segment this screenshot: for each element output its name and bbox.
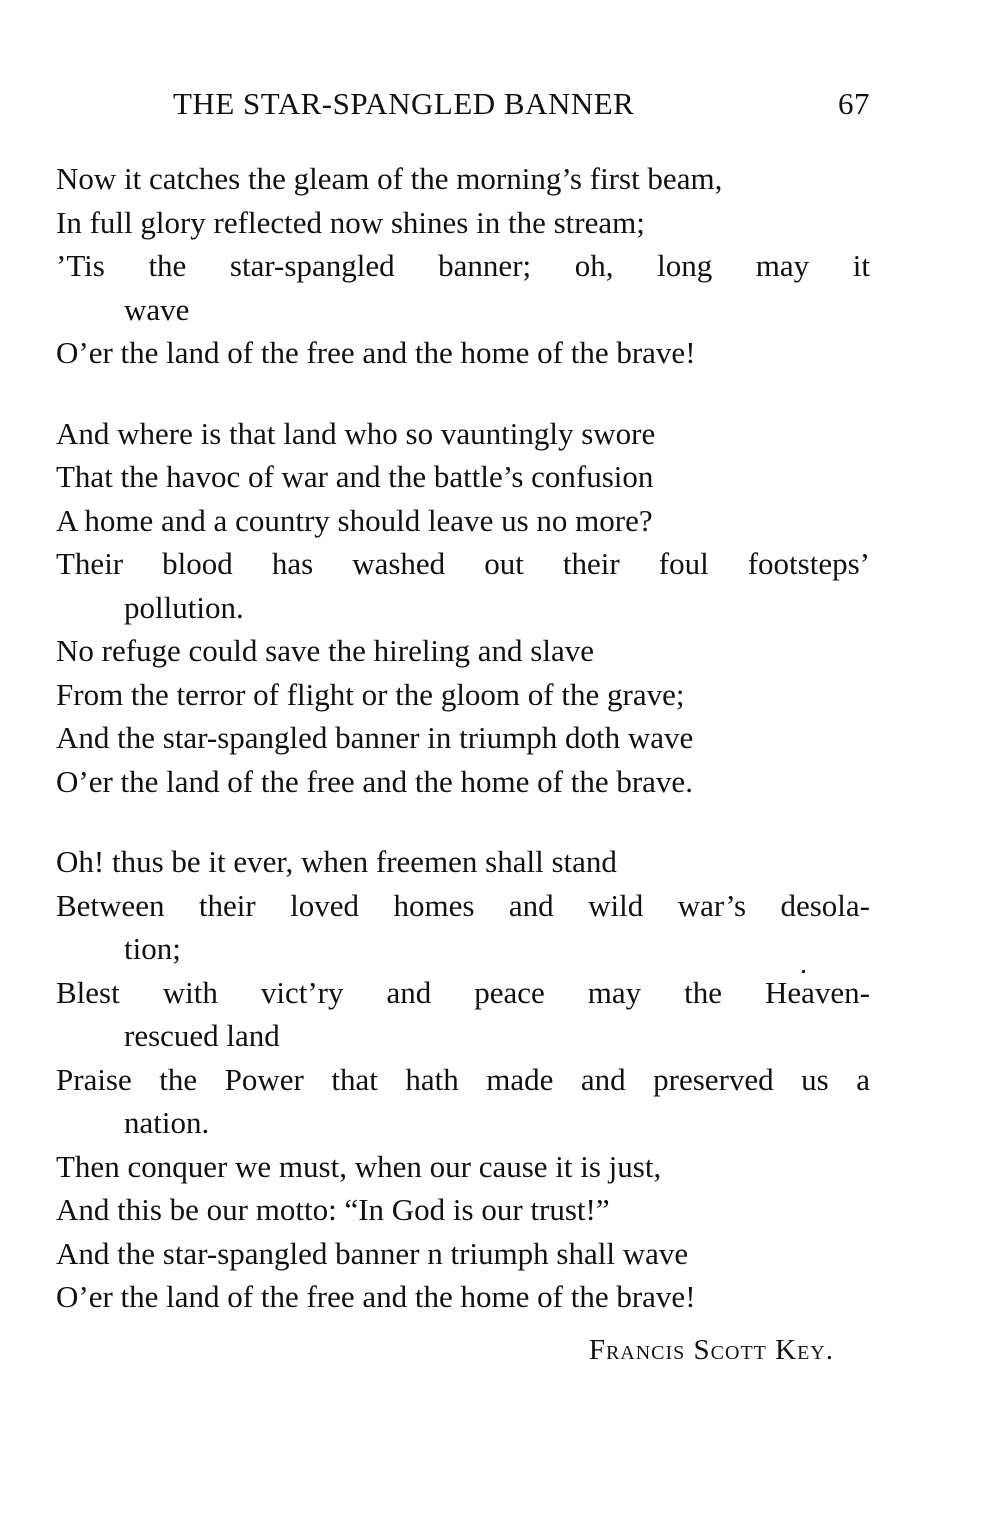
poem-line: And the star-spangled banner in triumph doth wave xyxy=(56,720,694,755)
poem-line: O’er the land of the free and the home of the brave. xyxy=(56,763,693,799)
poem-line: And this be our motto: “In God is our trust!” xyxy=(56,1192,610,1227)
poem-line: Between their loved homes and wild war’s desola- xyxy=(56,887,870,923)
stanza xyxy=(56,157,870,375)
page-number: 67 xyxy=(838,86,870,121)
page-title: THE STAR-SPANGLED BANNER xyxy=(173,86,635,121)
stanza xyxy=(56,840,870,1319)
poem-line-continuation: nation. xyxy=(124,1105,210,1140)
poem-line-continuation: rescued land xyxy=(124,1018,280,1053)
poem-line: A home and a country should leave us no more? xyxy=(56,502,653,538)
poem-line: O’er the land of the free and the home of the brave! xyxy=(56,1279,696,1314)
poem-line: Praise the Power that hath made and preserved us a xyxy=(56,1061,870,1097)
poem-line: Then conquer we must, when our cause it is just, xyxy=(56,1148,662,1184)
running-head xyxy=(56,86,870,130)
poem-line: Blest with vict’ry and peace may the Heaven- xyxy=(56,974,870,1010)
author-attribution: Francis Scott Key. xyxy=(588,1334,834,1366)
poem-line: ’Tis the star-spangled banner; oh, long may it xyxy=(56,248,870,283)
poem-line: From the terror of flight or the gloom of the grave; xyxy=(56,676,685,712)
poem-body xyxy=(56,157,870,1319)
poem-line-continuation: pollution. xyxy=(124,589,244,625)
poem-line: Now it catches the gleam of the morning’s first beam, xyxy=(56,161,723,196)
poem-line-continuation: tion; xyxy=(124,931,181,966)
poem-line: Their blood has washed out their foul footsteps’ xyxy=(56,546,870,581)
poem-line: Oh! thus be it ever, when freemen shall stand xyxy=(56,844,617,879)
print-speck xyxy=(802,970,805,973)
poem-line: And where is that land who so vauntingly swore xyxy=(56,415,656,451)
poem-line: In full glory reflected now shines in the stream; xyxy=(56,204,645,240)
poem-line: And the star-spangled banner n triumph shall wave xyxy=(56,1235,689,1271)
poem-line: That the havoc of war and the battle’s confusion xyxy=(56,459,654,494)
poem-line: No refuge could save the hireling and slave xyxy=(56,633,595,668)
stanza xyxy=(56,412,870,804)
poem-line-continuation: wave xyxy=(124,291,190,327)
poem-line: O’er the land of the free and the home of the brave! xyxy=(56,335,696,370)
